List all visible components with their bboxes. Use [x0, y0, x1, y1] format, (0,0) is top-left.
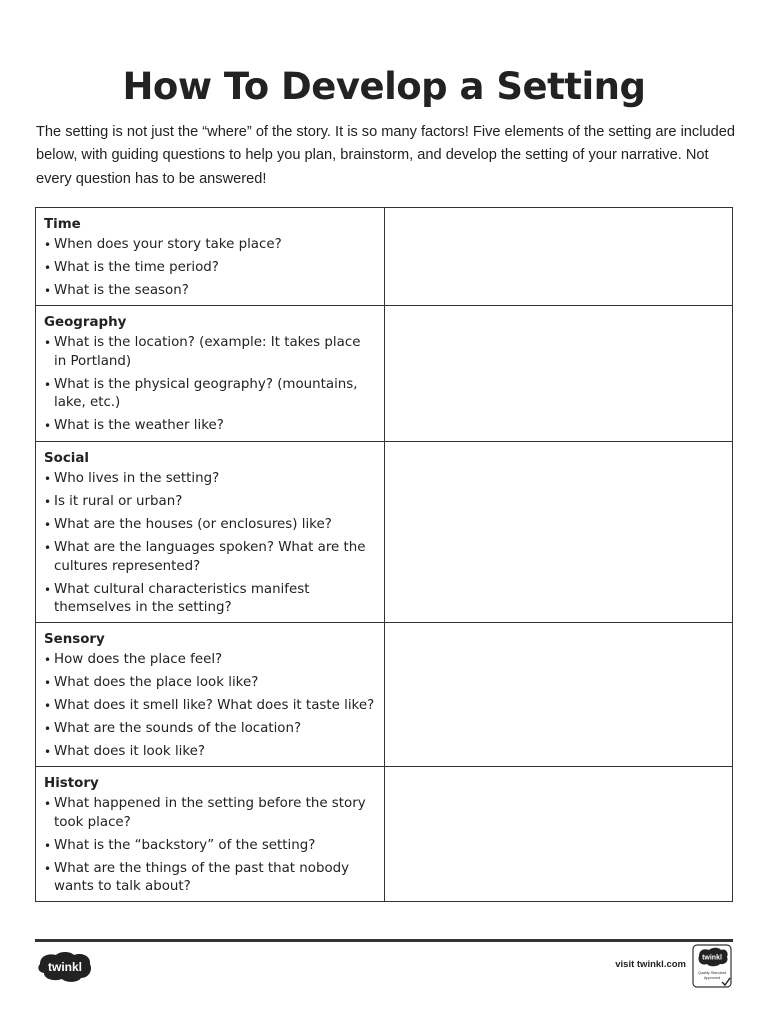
question-item: • What are the things of the past that nobody wants to talk about? — [44, 860, 376, 897]
question-list — [44, 236, 376, 301]
answer-cell[interactable] — [385, 442, 733, 623]
questions-cell — [36, 208, 385, 306]
question-item: • What cultural characteristics manifest themselves in the setting? — [44, 581, 376, 618]
twinkl-logo-icon — [36, 950, 94, 984]
question-item: • What happened in the setting before the story took place? — [44, 795, 376, 832]
quality-standard-badge-icon — [692, 944, 732, 988]
question-list — [44, 334, 376, 436]
question-item: • When does your story take place? — [44, 236, 376, 255]
visit-twinkl-link[interactable]: visit twinkl.com — [615, 959, 686, 970]
section-heading: Social — [44, 451, 89, 466]
section-heading: Geography — [44, 315, 127, 330]
questions-cell — [36, 623, 385, 767]
question-list — [44, 651, 376, 762]
question-item: • What is the location? (example: It takes place in Portland) — [44, 334, 376, 371]
page-title: How To Develop a Setting — [122, 64, 646, 108]
question-item: • What does the place look like? — [44, 674, 376, 693]
badge-brand-text: twinkl — [702, 954, 722, 962]
question-item: • What are the languages spoken? What are the cultures represented? — [44, 539, 376, 576]
question-item: • What are the houses (or enclosures) like? — [44, 516, 376, 535]
table-row — [36, 623, 733, 767]
questions-cell — [36, 306, 385, 442]
question-item: • What is the physical geography? (mountains, lake, etc.) — [44, 376, 376, 413]
setting-planning-table — [35, 207, 733, 902]
question-item: • Who lives in the setting? — [44, 470, 376, 489]
question-item: • Is it rural or urban? — [44, 493, 376, 512]
question-list — [44, 795, 376, 897]
intro-paragraph: The setting is not just the “where” of the story. It is so many factors! Five elements of the setting are included below, with guiding questions to help you plan, brainstorm, and develop the setting of your narrative. Not every question has to be answered! — [36, 123, 735, 187]
footer-divider — [35, 939, 733, 942]
table-row — [36, 306, 733, 442]
question-list — [44, 470, 376, 618]
answer-cell[interactable] — [385, 208, 733, 306]
question-item: • What is the “backstory” of the setting? — [44, 837, 376, 856]
answer-cell[interactable] — [385, 306, 733, 442]
question-item: • What does it look like? — [44, 743, 376, 762]
section-heading: Time — [44, 217, 81, 232]
question-item: • What are the sounds of the location? — [44, 720, 376, 739]
section-heading: Sensory — [44, 632, 105, 647]
badge-line2: Approved — [703, 976, 721, 980]
answer-cell[interactable] — [385, 623, 733, 767]
question-item: • How does the place feel? — [44, 651, 376, 670]
question-item: • What is the season? — [44, 282, 376, 301]
section-heading: History — [44, 776, 99, 791]
table-row — [36, 767, 733, 902]
questions-cell — [36, 442, 385, 623]
question-item: • What is the weather like? — [44, 417, 376, 436]
table-row — [36, 208, 733, 306]
question-item: • What is the time period? — [44, 259, 376, 278]
logo-text: twinkl — [47, 960, 83, 974]
table-row — [36, 442, 733, 623]
badge-line1: Quality Standard — [697, 971, 727, 975]
questions-cell — [36, 767, 385, 902]
question-item: • What does it smell like? What does it taste like? — [44, 697, 376, 716]
answer-cell[interactable] — [385, 767, 733, 902]
